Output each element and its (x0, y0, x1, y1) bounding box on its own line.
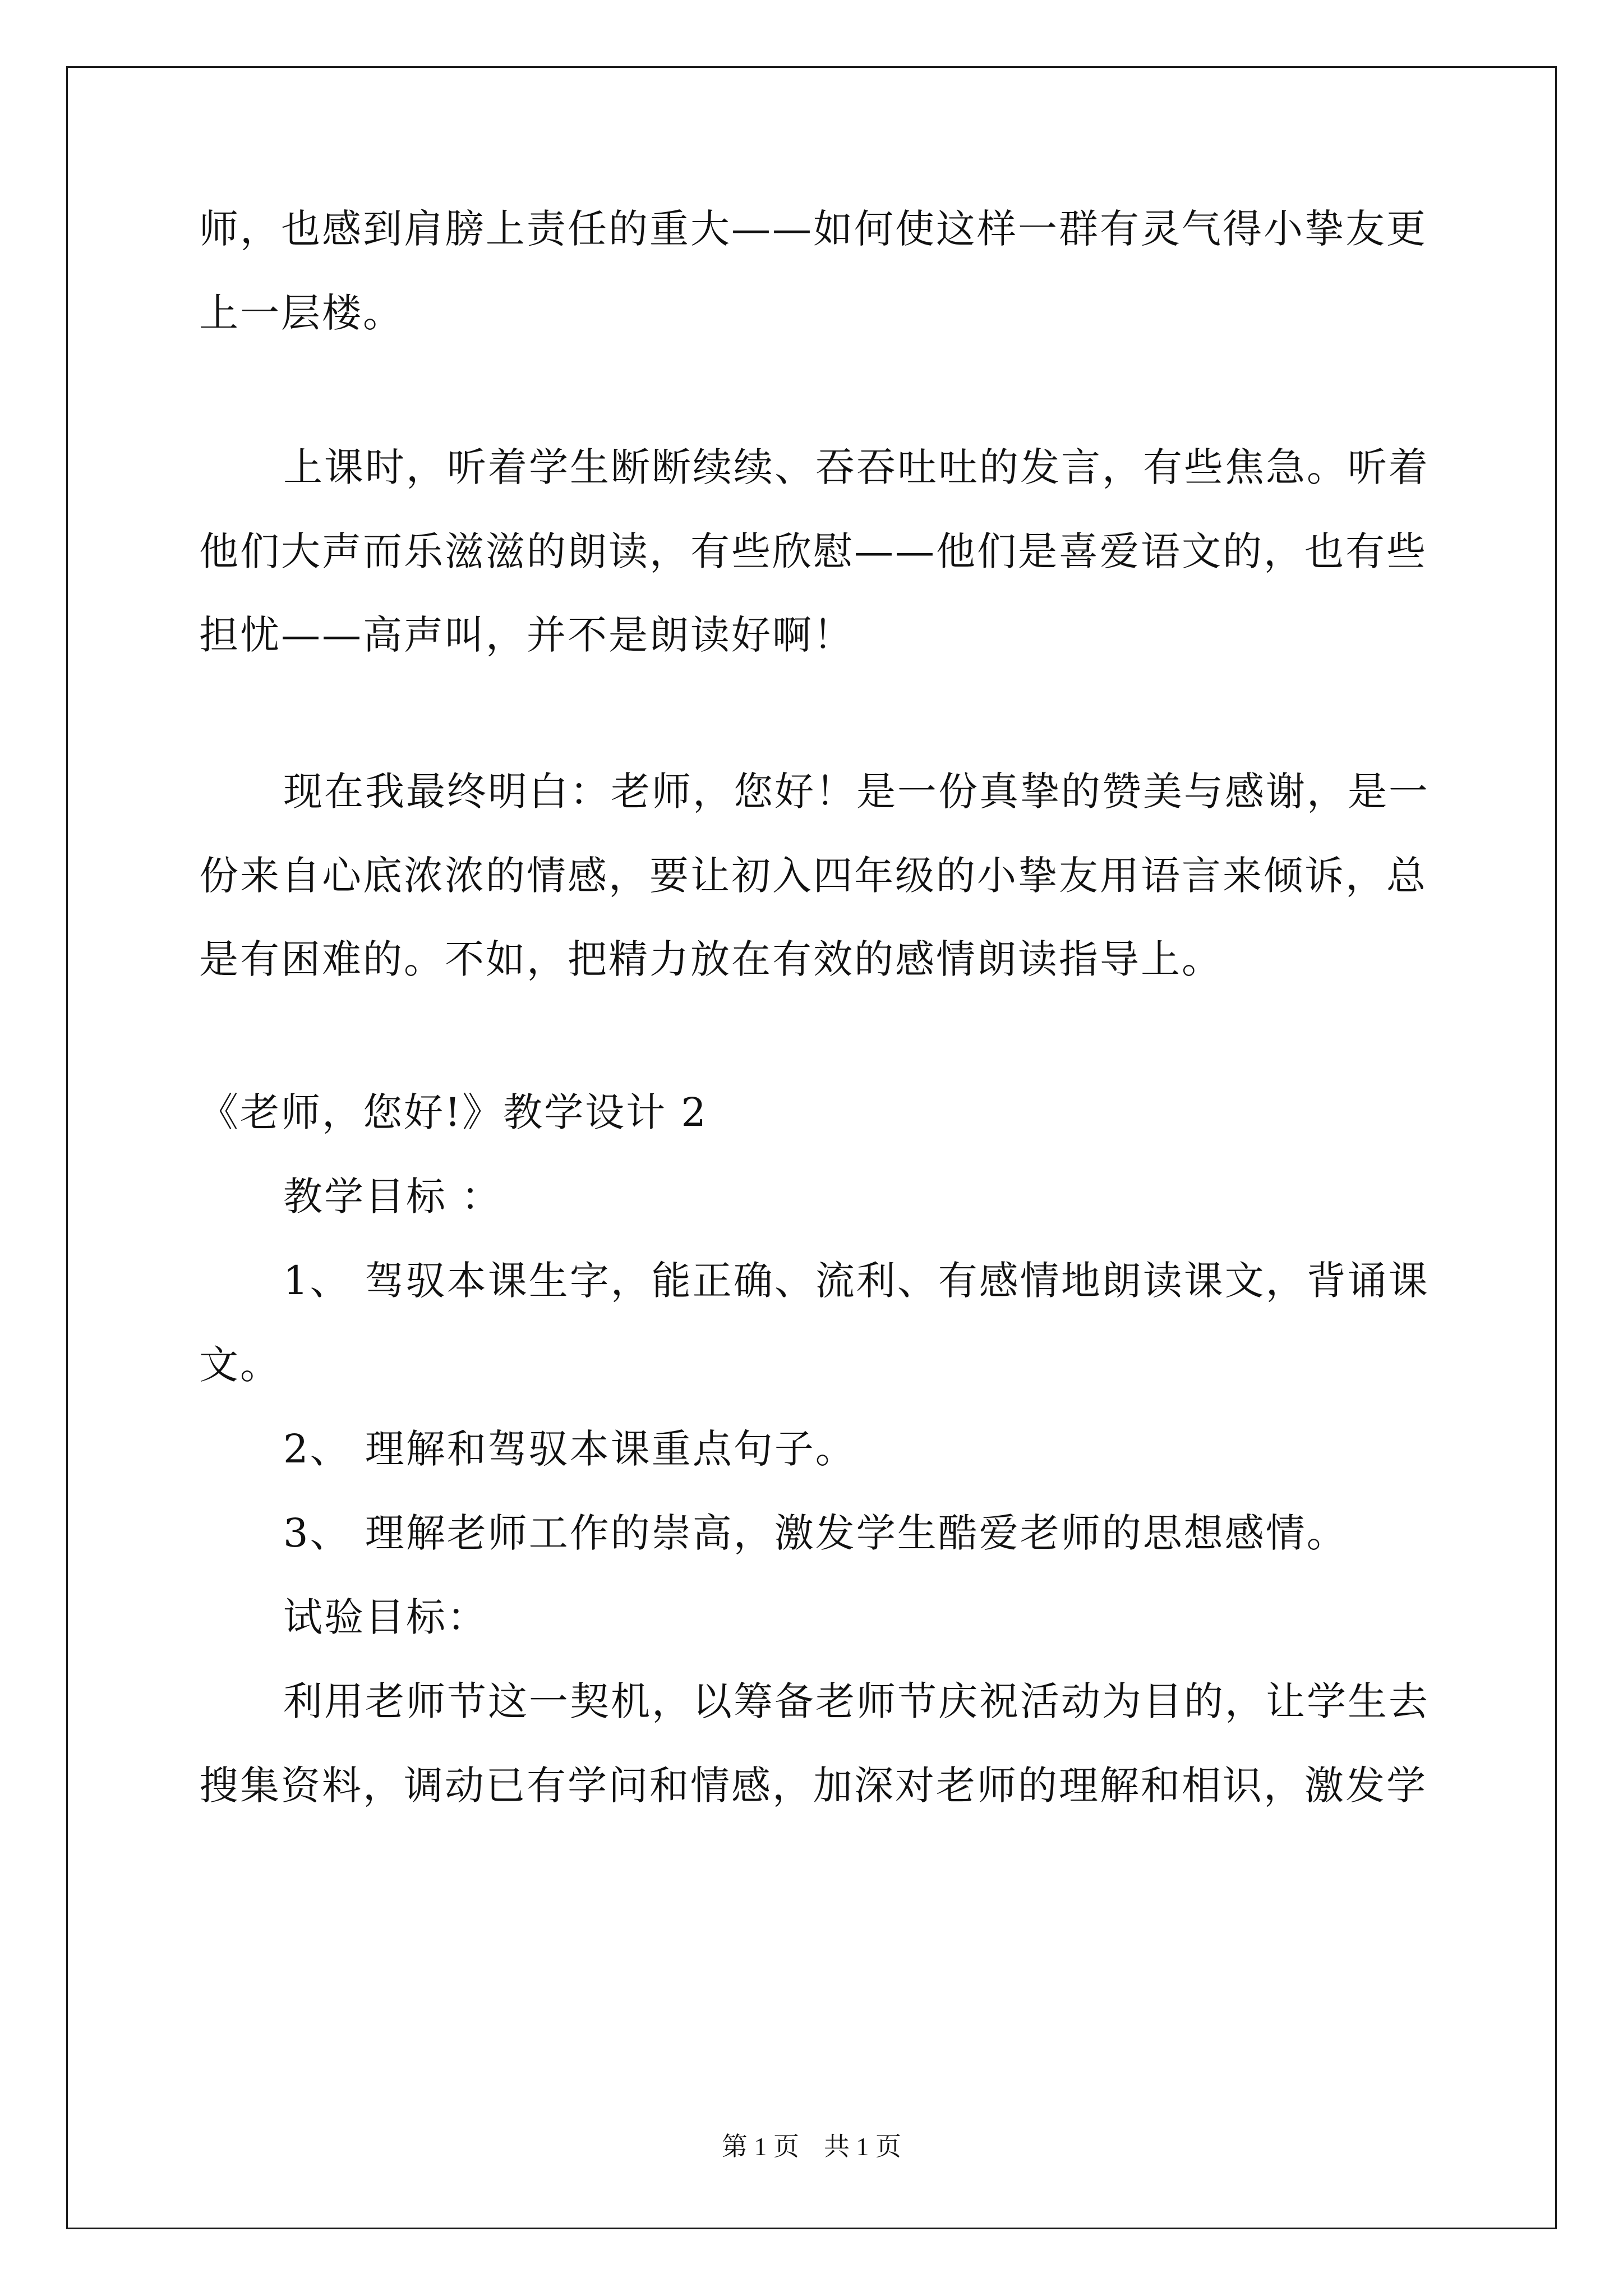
text-line: 他们大声而乐滋滋的朗读，有些欣慰——他们是喜爱语文的，也有些 (199, 528, 1427, 574)
paragraph-start: 现在我最终明白：老师，您好！是一份真挚的赞美与感谢，是一 (283, 769, 1430, 815)
list-item: 1、 驾驭本课生字，能正确、流利、有感情地朗读课文，背诵课 (283, 1258, 1430, 1304)
page-number: 第 1 页 (722, 2132, 799, 2161)
page-total: 共 1 页 (824, 2132, 901, 2161)
list-item: 2、 理解和驾驭本课重点句子。 (283, 1426, 856, 1472)
text-line: 份来自心底浓浓的情感，要让初入四年级的小挚友用语言来倾诉，总 (199, 853, 1427, 899)
list-item: 3、 理解老师工作的崇高，激发学生酷爱老师的思想感情。 (283, 1510, 1348, 1556)
text-line: 搜集资料，调动已有学问和情感，加深对老师的理解和相识，激发学 (199, 1763, 1427, 1809)
text-line: 是有困难的。不如，把精力放在有效的感情朗读指导上。 (199, 936, 1223, 982)
section-title: 《老师，您好!》教学设计 2 (199, 1089, 708, 1135)
subheading-experiment-goals: 试验目标： (283, 1594, 488, 1640)
subheading-teaching-goals: 教学目标 ： (283, 1174, 502, 1220)
text-line: 文。 (199, 1342, 281, 1388)
text-line: 上一层楼。 (199, 290, 404, 336)
paragraph-start: 利用老师节这一契机，以筹备老师节庆祝活动为目的，让学生去 (283, 1678, 1430, 1724)
page-footer (0, 2132, 1623, 2162)
paragraph-start: 上课时，听着学生断断续续、吞吞吐吐的发言，有些焦急。听着 (283, 444, 1430, 490)
text-line: 担忧——高声叫，并不是朗读好啊！ (199, 612, 854, 658)
page-border (66, 66, 1557, 2229)
text-line: 师，也感到肩膀上责任的重大——如何使这样一群有灵气得小挚友更 (199, 206, 1427, 252)
